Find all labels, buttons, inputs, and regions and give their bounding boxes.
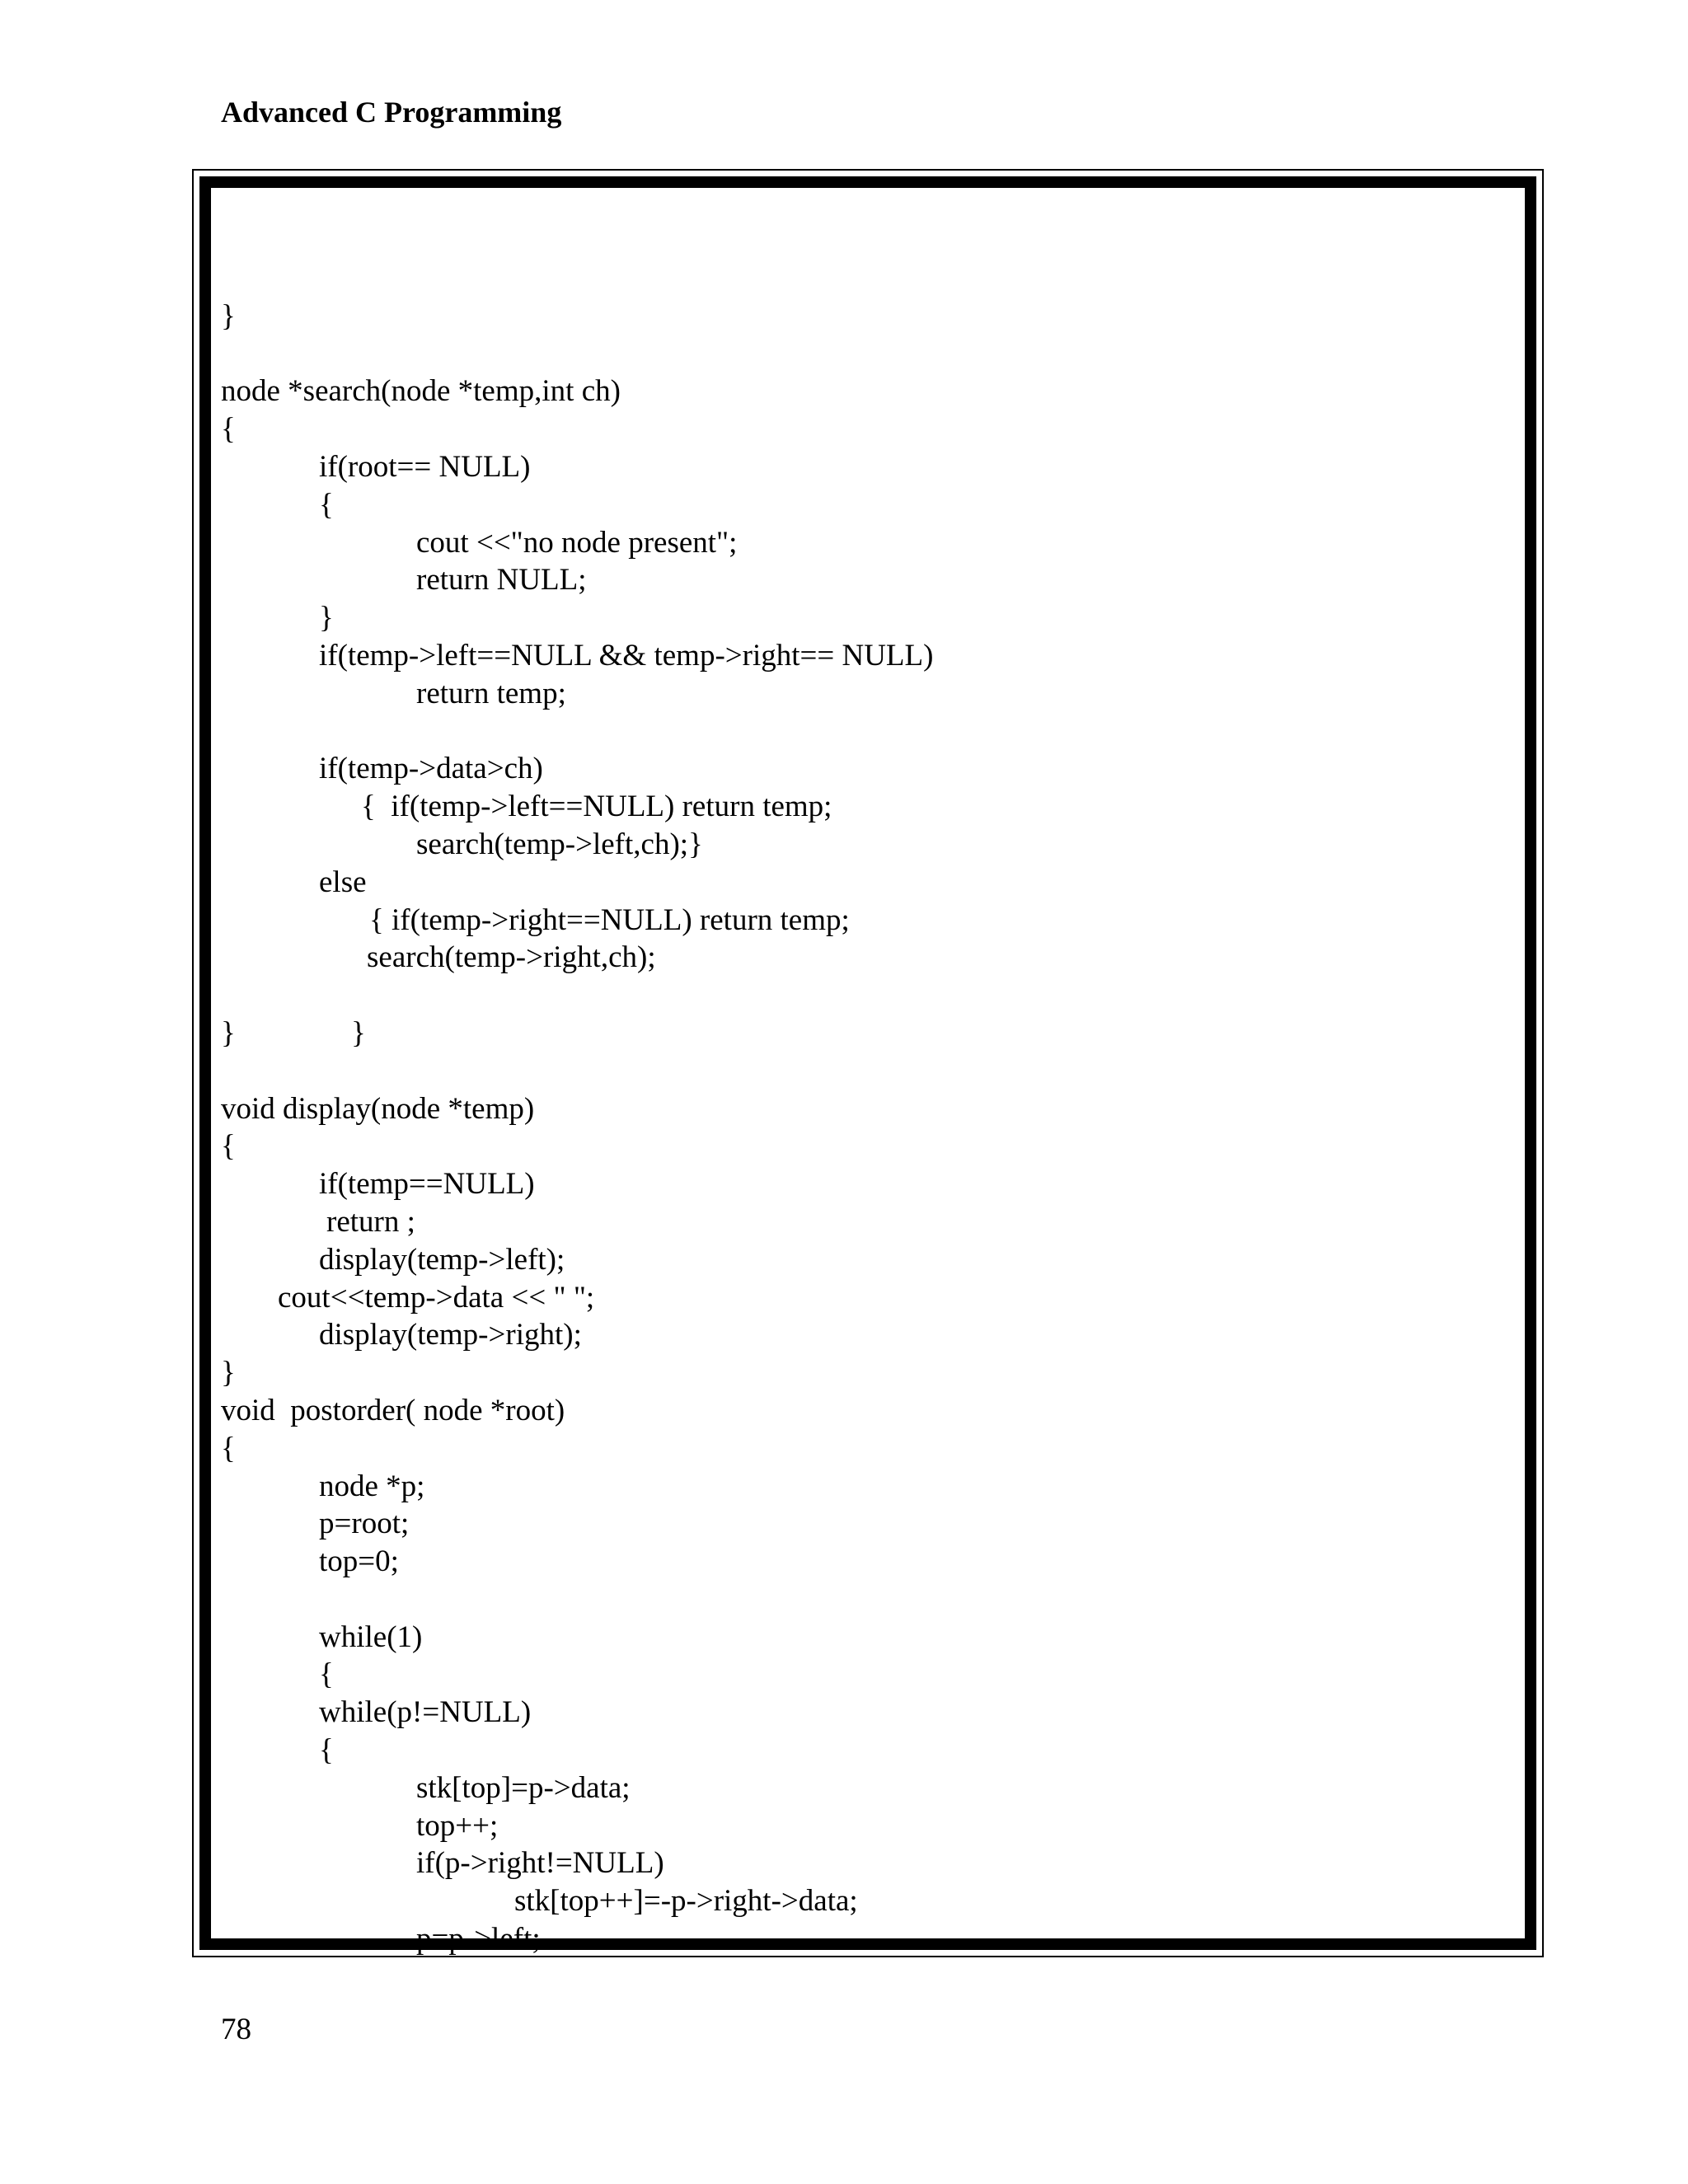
code-line-blank <box>221 1581 1507 1619</box>
code-text: { <box>319 487 334 522</box>
code-text: p=root; <box>319 1507 410 1541</box>
code-text: } <box>221 298 236 333</box>
code-line <box>221 1392 1507 1430</box>
code-line <box>221 1769 1507 1807</box>
code-text: { <box>221 1431 236 1465</box>
code-line <box>221 486 1507 524</box>
code-text: } <box>221 1356 236 1390</box>
code-listing <box>221 260 1507 1958</box>
code-line <box>221 1015 1507 1052</box>
code-text: return NULL; <box>416 563 587 598</box>
code-text: { <box>319 1657 334 1692</box>
code-line <box>221 561 1507 599</box>
code-text: { if(temp->left==NULL) return temp; <box>361 790 832 824</box>
code-text: return ; <box>326 1204 415 1239</box>
code-line <box>221 448 1507 486</box>
code-line <box>221 750 1507 788</box>
code-text: display(temp->left); <box>319 1242 565 1277</box>
code-text: stk[top]=p->data; <box>416 1770 631 1805</box>
code-line <box>221 1505 1507 1543</box>
code-line <box>221 1844 1507 1882</box>
code-line <box>221 524 1507 562</box>
code-text: { <box>319 1733 334 1768</box>
code-text: while(1) <box>319 1619 423 1654</box>
code-line <box>221 1468 1507 1506</box>
code-line-blank <box>221 713 1507 751</box>
code-text: node *search(node *temp,int ch) <box>221 374 621 409</box>
code-text: return temp; <box>416 676 566 710</box>
code-line <box>221 939 1507 977</box>
code-line <box>221 637 1507 675</box>
code-line <box>221 298 1507 335</box>
code-text: { <box>221 412 236 447</box>
code-line <box>221 1279 1507 1317</box>
code-text: { if(temp->right==NULL) return temp; <box>369 902 850 937</box>
code-text: p=p->left; <box>416 1922 541 1957</box>
code-text: if(temp==NULL) <box>319 1167 535 1202</box>
code-line <box>221 1203 1507 1241</box>
code-line <box>221 1694 1507 1732</box>
code-text: cout <<"no node present"; <box>416 525 738 560</box>
code-line <box>221 788 1507 826</box>
code-line <box>221 410 1507 448</box>
code-line <box>221 1807 1507 1845</box>
code-line <box>221 826 1507 864</box>
code-line-blank <box>221 977 1507 1015</box>
code-line <box>221 1543 1507 1581</box>
code-line <box>221 864 1507 902</box>
code-line <box>221 1920 1507 1958</box>
code-text: void postorder( node *root) <box>221 1393 565 1427</box>
code-text: } <box>351 1015 366 1050</box>
code-line <box>221 1090 1507 1128</box>
code-text: top=0; <box>319 1544 399 1579</box>
code-text: else <box>319 865 367 899</box>
code-text: stk[top++]=-p->right->data; <box>514 1884 858 1919</box>
code-text: { <box>221 1129 236 1164</box>
code-line <box>221 1882 1507 1920</box>
code-text: while(p!=NULL) <box>319 1695 532 1730</box>
code-text: cout<<temp->data << " "; <box>278 1280 595 1315</box>
running-header: Advanced C Programming <box>221 96 562 129</box>
code-line-blank <box>221 335 1507 373</box>
code-line <box>221 1127 1507 1165</box>
code-text: search(temp->right,ch); <box>367 940 656 975</box>
code-line <box>221 373 1507 410</box>
code-line <box>221 1619 1507 1657</box>
code-text: search(temp->left,ch);} <box>416 827 703 861</box>
code-text: top++; <box>416 1808 499 1843</box>
code-line <box>221 902 1507 940</box>
code-text: if(p->right!=NULL) <box>416 1846 664 1881</box>
code-line-blank <box>221 260 1507 298</box>
page-number: 78 <box>221 2013 251 2046</box>
code-text: void display(node *temp) <box>221 1091 535 1126</box>
code-text: if(root== NULL) <box>319 449 531 484</box>
code-text: if(temp->data>ch) <box>319 752 543 786</box>
code-line <box>221 1241 1507 1279</box>
code-line <box>221 1656 1507 1694</box>
code-line <box>221 1165 1507 1203</box>
code-text: } <box>221 1015 236 1050</box>
code-line-blank <box>221 1052 1507 1090</box>
code-line <box>221 1354 1507 1392</box>
code-line <box>221 1316 1507 1354</box>
code-line <box>221 599 1507 637</box>
code-text: display(temp->right); <box>319 1318 582 1352</box>
code-line <box>221 675 1507 713</box>
code-line <box>221 1430 1507 1468</box>
code-text: node *p; <box>319 1469 425 1503</box>
code-line <box>221 1732 1507 1769</box>
code-text: } <box>319 601 334 635</box>
code-text: if(temp->left==NULL && temp->right== NULL) <box>319 638 934 673</box>
